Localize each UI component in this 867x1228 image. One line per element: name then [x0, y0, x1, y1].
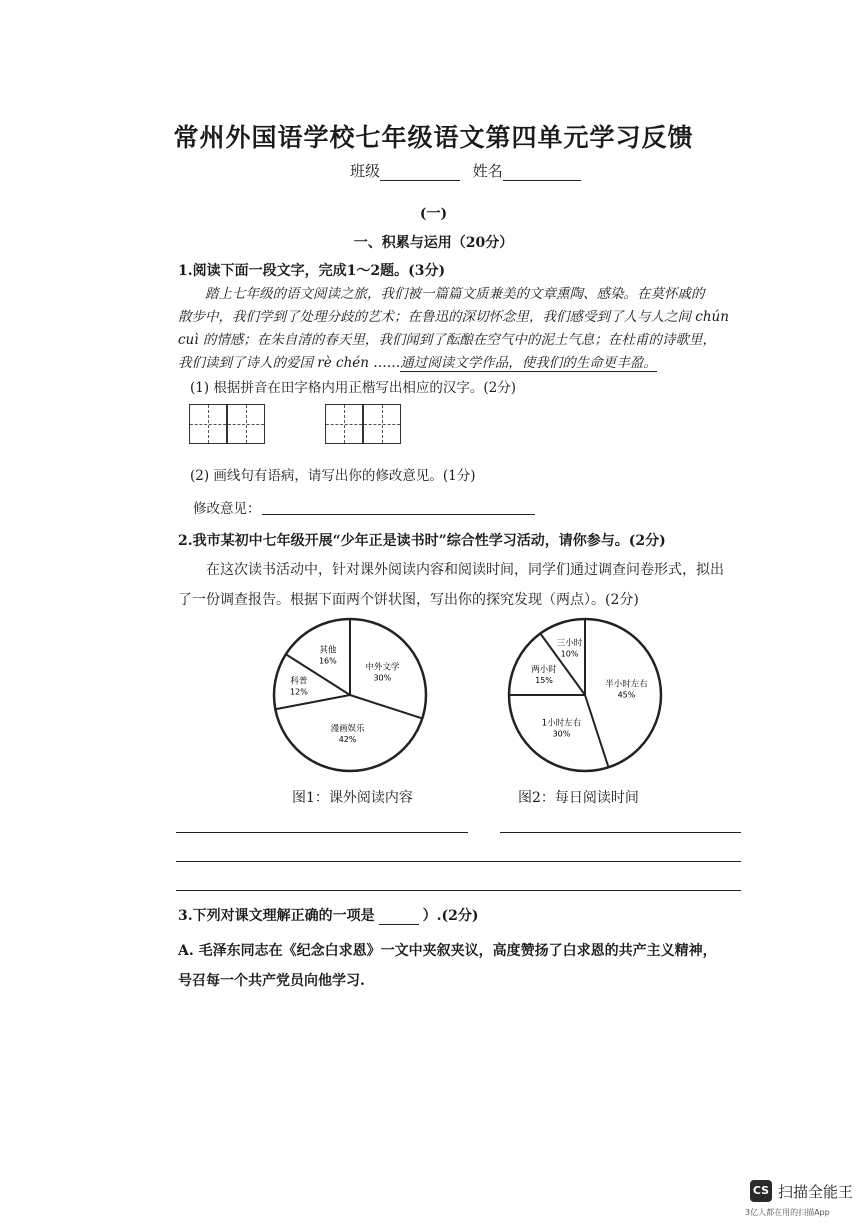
pie-slice-value: 30%	[373, 673, 392, 683]
question-3-text: 3.下列对课文理解正确的一项是	[178, 908, 375, 924]
section-heading: 一、积累与运用（20分）	[353, 235, 514, 251]
body-line: 在这次读书活动中，针对课外阅读内容和阅读时间，同学们通过调查问卷形式，拟出	[206, 562, 724, 578]
tianzige-box[interactable]	[363, 404, 401, 444]
question-1-passage	[178, 283, 738, 375]
question-3-tail: ）.(2分)	[422, 908, 479, 924]
pie-slice-label: 其他	[319, 645, 337, 656]
pie-slice-label: 漫画娱乐	[330, 723, 365, 734]
tianzige-box[interactable]	[325, 404, 363, 444]
passage-line: cuì 的情感；在朱自清的春天里，我们闻到了酝酿在空气中的泥土气息；在杜甫的诗歌里，	[178, 332, 716, 348]
pie-slice-label: 三小时	[556, 638, 583, 649]
question-3-option-a	[178, 936, 717, 996]
pie-slice-value: 12%	[290, 687, 308, 697]
pie-slice-value: 10%	[560, 649, 579, 659]
passage-line: 踏上七年级的语文阅读之旅，我们被一篇篇文质兼美的文章熏陶、感染。在莫怀戚的	[205, 286, 705, 302]
class-blank[interactable]	[380, 180, 460, 181]
name-label: 姓名	[472, 162, 503, 180]
class-label: 班级	[350, 162, 381, 180]
pie-slice-value: 45%	[617, 690, 636, 700]
pie-slice-label: 中外文学	[365, 662, 400, 673]
tianzige-box[interactable]	[227, 404, 265, 444]
answer-line[interactable]	[500, 832, 741, 833]
pie-slice-value: 42%	[338, 734, 357, 744]
pie-slice-label: 1小时左右	[541, 718, 582, 729]
document-title: 常州外国语学校七年级语文第四单元学习反馈	[173, 123, 694, 152]
underlined-sentence: 通过阅读文学作品，使我们的生命更丰盈。	[400, 355, 657, 371]
answer-line[interactable]	[176, 861, 741, 862]
pie-slice-label: 半小时左右	[605, 679, 648, 690]
figure-1-caption: 图1：课外阅读内容	[292, 790, 413, 806]
student-info-line	[350, 160, 581, 181]
tianzige-box[interactable]	[189, 404, 227, 444]
body-line: 了一份调查报告。根据下面两个饼状图，写出你的探究发现（两点）。(2分)	[178, 592, 639, 608]
pie-slice-value: 16%	[318, 656, 337, 666]
part-marker: (一)	[419, 206, 448, 222]
answer-line[interactable]	[176, 890, 741, 891]
camscanner-logo: CS	[750, 1180, 772, 1202]
revise-answer-line[interactable]	[262, 514, 535, 515]
figure-2-caption: 图2：每日阅读时间	[518, 790, 639, 806]
camscanner-tagline: 3亿人都在用的扫描App	[745, 1208, 830, 1217]
answer-line[interactable]	[176, 832, 468, 833]
pie-slice-value: 15%	[535, 676, 553, 686]
pie-slice-label: 两小时	[531, 665, 557, 676]
question-2-body	[178, 555, 738, 615]
pie-slice-label: 科普	[290, 676, 308, 687]
passage-line: 我们读到了诗人的爱国 rè chén ……	[178, 355, 401, 371]
passage-line: 散步中，我们学到了处理分歧的艺术；在鲁迅的深切怀念里，我们感受到了人与人之间 chún	[178, 309, 729, 325]
revise-label: 修改意见：	[193, 501, 261, 517]
camscanner-brand: 扫描全能王	[778, 1183, 854, 1201]
option-a-line: A. 毛泽东同志在《纪念白求恩》一文中夹叙夹议，高度赞扬了白求恩的共产主义精神，	[178, 943, 717, 959]
question-3-blank[interactable]	[379, 924, 419, 925]
question-1-sub1: (1) 根据拼音在田字格内用正楷写出相应的汉字。(2分)	[190, 380, 517, 396]
pie-chart-reading-content	[270, 615, 430, 775]
question-1-sub2: (2) 画线句有语病，请写出你的修改意见。(1分)	[190, 468, 476, 484]
name-blank[interactable]	[503, 180, 581, 181]
question-2-stem: 2.我市某初中七年级开展“少年正是读书时”综合性学习活动，请你参与。(2分)	[178, 533, 666, 549]
question-1-stem: 1.阅读下面一段文字，完成1～2题。(3分)	[178, 263, 446, 279]
pie-chart-reading-time	[505, 615, 665, 775]
option-a-line: 号召每一个共产党员向他学习.	[178, 973, 365, 989]
pie-slice-value: 30%	[552, 729, 571, 739]
question-3-stem	[178, 905, 479, 925]
